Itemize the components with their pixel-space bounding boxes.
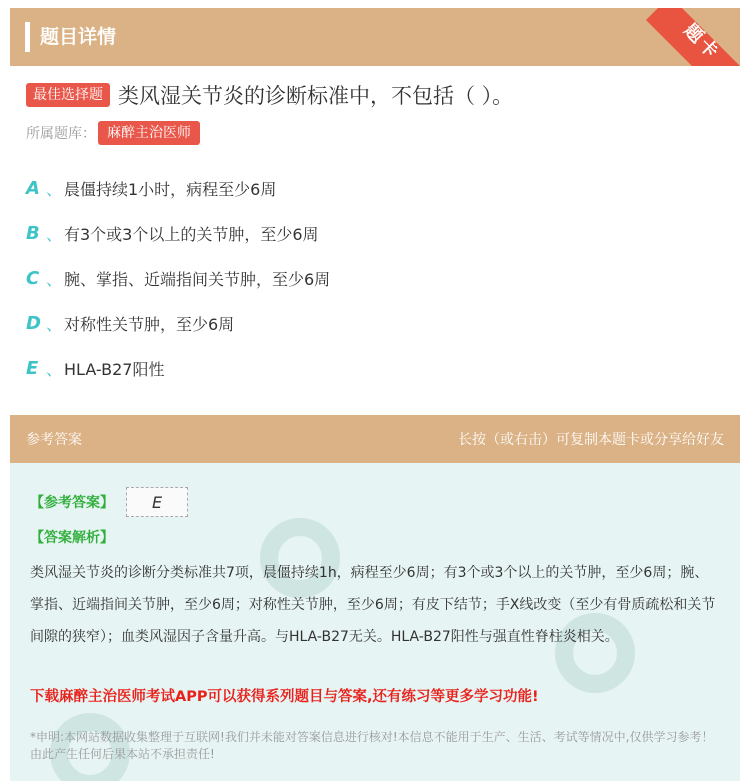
share-hint: 长按（或右击）可复制本题卡或分享给好友 bbox=[458, 432, 724, 448]
option-d[interactable] bbox=[26, 308, 234, 338]
option-c[interactable] bbox=[26, 263, 330, 293]
reference-answer bbox=[30, 487, 188, 517]
option-text: 对称性关节肿，至少6周 bbox=[64, 314, 235, 334]
answer-section-title: 参考答案 bbox=[26, 432, 82, 448]
option-b[interactable] bbox=[26, 218, 319, 248]
option-separator: 、 bbox=[46, 314, 63, 334]
option-letter: D bbox=[26, 312, 41, 334]
answer-body[interactable] bbox=[10, 463, 740, 781]
bank-label: 所属题库： bbox=[26, 126, 96, 142]
question-type-badge: 最佳选择题 bbox=[26, 83, 110, 107]
option-a[interactable] bbox=[26, 173, 276, 203]
app-promo-text[interactable]: 下载麻醉主治医师考试APP可以获得系列题目与答案,还有练习等更多学习功能! bbox=[30, 689, 539, 705]
bank-link[interactable]: 麻醉主治医师 bbox=[98, 121, 200, 145]
question-bank-line bbox=[26, 121, 200, 145]
disclaimer-text: *申明:本网站数据收集整理于互联网!我们并未能对答案信息进行核对!本信息不能用于生产、生活、考试等情况中,仅供学习参考！由此产生任何后果本站不承担责任! bbox=[30, 730, 714, 761]
option-e[interactable] bbox=[26, 353, 164, 383]
option-separator: 、 bbox=[46, 269, 63, 289]
option-letter: C bbox=[26, 267, 40, 289]
option-text: 晨僵持续1小时，病程至少6周 bbox=[64, 179, 277, 199]
explanation-text: 类风湿关节炎的诊断分类标准共7项，晨僵持续1h，病程至少6周；有3个或3个以上的关节肿，至少6周；腕、掌指、近端指间关节肿，至少6周；对称性关节肿，至少6周；有皮下结节；手X线改变（至少有骨质疏松和关节间隙的狭窄）；血类风湿因子含量升高。与HLA-B27无关。HLA-B27阳性与强直性脊柱炎相关。 bbox=[30, 565, 716, 645]
option-separator: 、 bbox=[46, 359, 63, 379]
answer-header bbox=[10, 415, 740, 463]
option-text: 腕、掌指、近端指间关节肿，至少6周 bbox=[64, 269, 331, 289]
question-line bbox=[26, 80, 513, 110]
header-accent-bar bbox=[25, 22, 30, 52]
option-letter: E bbox=[26, 357, 39, 379]
ribbon-label: 题卡 bbox=[679, 19, 725, 65]
reference-answer-label: 【参考答案】 bbox=[30, 495, 114, 511]
page-title: 题目详情 bbox=[40, 26, 117, 48]
option-text: HLA-B27阳性 bbox=[64, 359, 165, 379]
page-header bbox=[10, 8, 740, 66]
option-separator: 、 bbox=[46, 179, 63, 199]
corner-ribbon bbox=[630, 8, 740, 66]
reference-answer-value: E bbox=[126, 487, 188, 517]
option-letter: A bbox=[26, 177, 40, 199]
option-text: 有3个或3个以上的关节肿，至少6周 bbox=[64, 224, 319, 244]
explanation-label: 【答案解析】 bbox=[30, 530, 114, 546]
option-letter: B bbox=[26, 222, 40, 244]
option-separator: 、 bbox=[46, 224, 63, 244]
question-text: 类风湿关节炎的诊断标准中，不包括（ ）。 bbox=[118, 84, 514, 108]
